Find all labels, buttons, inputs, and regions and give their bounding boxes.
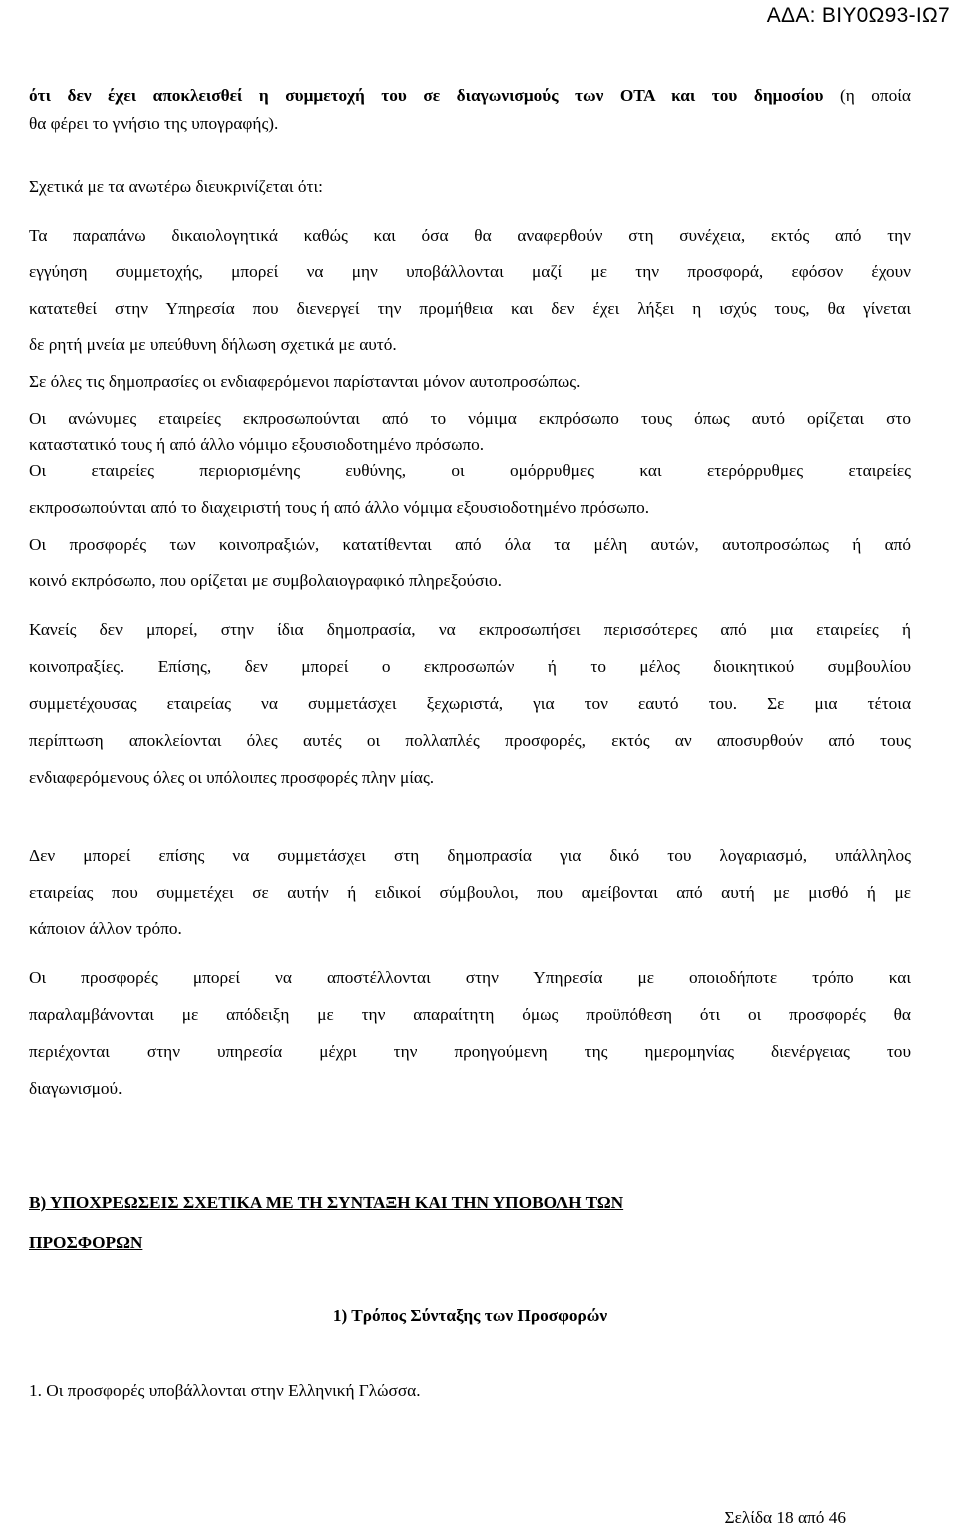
- text-line: παραλαμβάνονται με απόδειξη με την απαραίτητη όμως προϋπόθεση ότι οι προσφορές θα: [29, 1005, 911, 1024]
- text-line: Δεν μπορεί επίσης να συμμετάσχει στη δημοπρασία για δικό του λογαριασμό, υπάλληλος: [29, 846, 911, 865]
- text-line: διαγωνισμού.: [29, 1079, 123, 1098]
- text-line: συμμετέχουσας εταιρείας να συμμετάσχει ξεχωριστά, για τον εαυτό του. Σε μια τέτοια: [29, 694, 911, 713]
- text-line: περίπτωση αποκλείονται όλες αυτές οι πολλαπλές προσφορές, εκτός αν αποσυρθούν από τους: [29, 731, 911, 750]
- text-line: Τα παραπάνω δικαιολογητικά καθώς και όσα θα αναφερθούν στη συνέχεια, εκτός από την: [29, 226, 911, 245]
- bold-text: ότι δεν έχει αποκλεισθεί η συμμετοχή του σε διαγωνισμούς των ΟΤΑ και του δημοσίου: [29, 86, 824, 105]
- text-line: Σε όλες τις δημοπρασίες οι ενδιαφερόμενοι παρίστανται μόνον αυτοπροσώπως.: [29, 372, 581, 391]
- text-line: ενδιαφερόμενους όλες οι υπόλοιπες προσφορές πλην μίας.: [29, 768, 435, 787]
- text-line: εταιρείας που συμμετέχει σε αυτήν ή ειδικοί σύμβουλοι, που αμείβονται από αυτή με μισθό ή με: [29, 883, 911, 902]
- list-item: 1. Οι προσφορές υποβάλλονται στην Ελληνική Γλώσσα.: [29, 1381, 421, 1400]
- text-line: κοινό εκπρόσωπο, που ορίζεται με συμβολαιογραφικό πληρεξούσιο.: [29, 571, 502, 590]
- text-line: Οι εταιρείες περιορισμένης ευθύνης, οι ομόρρυθμες και ετερόρρυθμες εταιρείες: [29, 461, 911, 480]
- page-number: Σελίδα 18 από 46: [724, 1508, 846, 1527]
- text-line: Σχετικά με τα ανωτέρω διευκρινίζεται ότι:: [29, 177, 323, 196]
- text-line: εκπροσωπούνται από το διαχειριστή τους ή από άλλο νόμιμα εξουσιοδοτημένο πρόσωπο.: [29, 498, 650, 517]
- text-line: Οι ανώνυμες εταιρείες εκπροσωπούνται από το νόμιμα εκπρόσωπο τους όπως αυτό ορίζεται στο: [29, 409, 911, 428]
- text-fragment: (η οποία: [823, 86, 911, 105]
- text-line: [29, 85, 911, 107]
- subsection-heading: 1) Τρόπος Σύνταξης των Προσφορών: [332, 1306, 608, 1325]
- text-line: Οι προσφορές των κοινοπραξιών, κατατίθενται από όλα τα μέλη αυτών, αυτοπροσώπως ή από: [29, 535, 911, 554]
- text-line: θα φέρει το γνήσιο της υπογραφής).: [29, 114, 279, 133]
- text-line: εγγύηση συμμετοχής, μπορεί να μην υποβάλλονται μαζί με την προσφορά, εφόσον έχουν: [29, 262, 911, 281]
- text-line: καταστατικό τους ή από άλλο νόμιμο εξουσιοδοτημένο πρόσωπο.: [29, 435, 485, 454]
- section-heading: ΠΡΟΣΦΟΡΩΝ: [29, 1233, 143, 1252]
- ada-code: ΑΔΑ: ΒΙΥ0Ω93-ΙΩ7: [766, 4, 950, 27]
- text-line: περιέχονται στην υπηρεσία μέχρι την προηγούμενη της ημερομηνίας διενέργειας του: [29, 1042, 911, 1061]
- text-line: κατατεθεί στην Υπηρεσία που διενεργεί την προμήθεια και δεν έχει λήξει η ισχύς τους, θα γίνεται: [29, 299, 911, 318]
- text-line: Οι προσφορές μπορεί να αποστέλλονται στην Υπηρεσία με οποιοδήποτε τρόπο και: [29, 968, 911, 987]
- text-line: Κανείς δεν μπορεί, στην ίδια δημοπρασία, να εκπροσωπήσει περισσότερες από μια εταιρείες ή: [29, 620, 911, 639]
- section-heading: Β) ΥΠΟΧΡΕΩΣΕΙΣ ΣΧΕΤΙΚΑ ΜΕ ΤΗ ΣΥΝΤΑΞΗ ΚΑΙ ΤΗΝ ΥΠΟΒΟΛΗ ΤΩΝ: [29, 1193, 624, 1212]
- text-line: δε ρητή μνεία με υπεύθυνη δήλωση σχετικά με αυτό.: [29, 335, 397, 354]
- text-line: κοινοπραξίες. Επίσης, δεν μπορεί ο εκπροσωπών ή το μέλος διοικητικού συμβουλίου: [29, 657, 911, 676]
- text-line: κάποιον άλλον τρόπο.: [29, 919, 182, 938]
